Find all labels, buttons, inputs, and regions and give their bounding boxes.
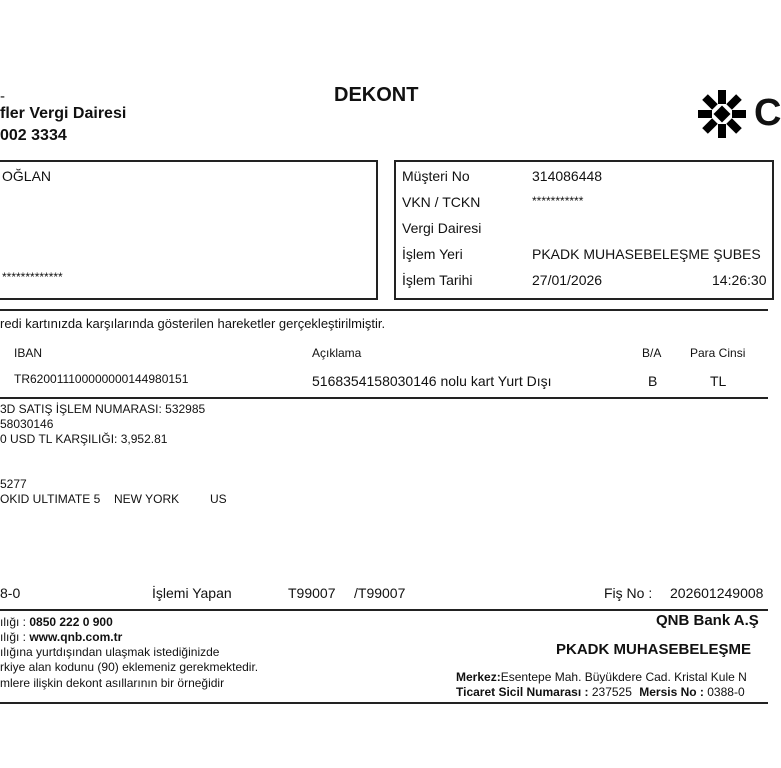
col-header-ba: B/A — [642, 346, 662, 360]
row-iban: TR620011100000000144980151 — [14, 372, 189, 386]
merkez-line — [456, 670, 747, 684]
mersis-value: 0388-0 — [707, 685, 745, 699]
phone-line — [0, 615, 113, 629]
islem-tarihi-label: İşlem Tarihi — [402, 272, 473, 288]
logo-letter: C — [754, 92, 781, 134]
merkez-address: Esentepe Mah. Büyükdere Cad. Kristal Kule N — [500, 670, 747, 684]
web-line — [0, 630, 122, 644]
abroad-line-1: ılığına yurtdışından ulaşmak istediğinizde — [0, 645, 220, 659]
customer-box — [0, 160, 378, 300]
customer-name: OĞLAN — [2, 168, 52, 184]
abroad-line-2: rkiye alan kodunu (90) eklemeniz gerekmektedir. — [0, 660, 259, 674]
user-code-2: /T99007 — [354, 585, 406, 601]
vergi-dairesi: fler Vergi Dairesi — [0, 105, 127, 122]
sicil-value: 237525 — [591, 685, 632, 699]
divider — [0, 309, 768, 311]
col-header-iban: IBAN — [14, 346, 43, 360]
islem-yeri-value: PKADK MUHASEBELEŞME ŞUBES — [532, 246, 761, 262]
detail-line: 0 USD TL KARŞILIĞI: 3,952.81 — [0, 432, 168, 446]
detail-line: 5277 — [0, 477, 27, 491]
fis-no: 202601249008 — [670, 585, 764, 601]
branch-name: PKADK MUHASEBELEŞME — [556, 641, 752, 658]
page-title: DEKONT — [334, 84, 419, 106]
fis-label: Fiş No : — [604, 585, 653, 601]
customer-masked: ************* — [2, 270, 63, 284]
col-header-para: Para Cinsi — [690, 346, 746, 360]
detail-line: 58030146 — [0, 417, 54, 431]
user-code: T99007 — [288, 585, 336, 601]
vergi-no: 002 3334 — [0, 127, 67, 144]
divider — [0, 702, 768, 704]
divider — [0, 397, 768, 399]
musteri-no-label: Müşteri No — [402, 168, 470, 184]
merkez-label: Merkez: — [456, 670, 501, 684]
row-aciklama: 5168354158030146 nolu kart Yurt Dışı — [312, 373, 552, 389]
notice-text: redi kartınızda karşılarında gösterilen hareketler gerçekleştirilmiştir. — [0, 316, 386, 331]
web-link[interactable]: www.qnb.com.tr — [29, 630, 123, 644]
corner-mark: - — [0, 88, 5, 105]
info-box — [394, 160, 774, 300]
web-label: ılığı : — [0, 630, 30, 644]
phone-label: ılığı : — [0, 615, 30, 629]
col-header-aciklama: Açıklama — [312, 346, 362, 360]
ref-no: 8-0 — [0, 585, 21, 601]
sicil-label: Ticaret Sicil Numarası : — [456, 685, 592, 699]
detail-line: 3D SATIŞ İŞLEM NUMARASI: 532985 — [0, 402, 206, 416]
copy-note: mlere ilişkin dekont asıllarının bir örneğidir — [0, 676, 225, 690]
islem-yeri-label: İşlem Yeri — [402, 246, 463, 262]
islemi-yapan-label: İşlemi Yapan — [152, 585, 232, 601]
detail-line: OKID ULTIMATE 5 — [0, 492, 101, 506]
phone-number: 0850 222 0 900 — [29, 615, 113, 629]
row-ba: B — [648, 373, 658, 389]
islem-tarihi-date: 27/01/2026 — [532, 272, 603, 288]
bank-logo — [694, 86, 781, 142]
mersis-label: Mersis No : — [639, 685, 708, 699]
vkn-value: *********** — [532, 194, 584, 208]
row-para: TL — [710, 373, 727, 389]
vergi-dairesi-label: Vergi Dairesi — [402, 220, 482, 236]
bank-name: QNB Bank A.Ş — [656, 612, 759, 629]
detail-line: NEW YORK — [114, 492, 180, 506]
islem-tarihi-time: 14:26:30 — [712, 272, 767, 288]
musteri-no-value: 314086448 — [532, 168, 603, 184]
vkn-label: VKN / TCKN — [402, 194, 481, 210]
detail-line: US — [210, 492, 227, 506]
sicil-line — [456, 685, 745, 699]
divider — [0, 609, 768, 611]
